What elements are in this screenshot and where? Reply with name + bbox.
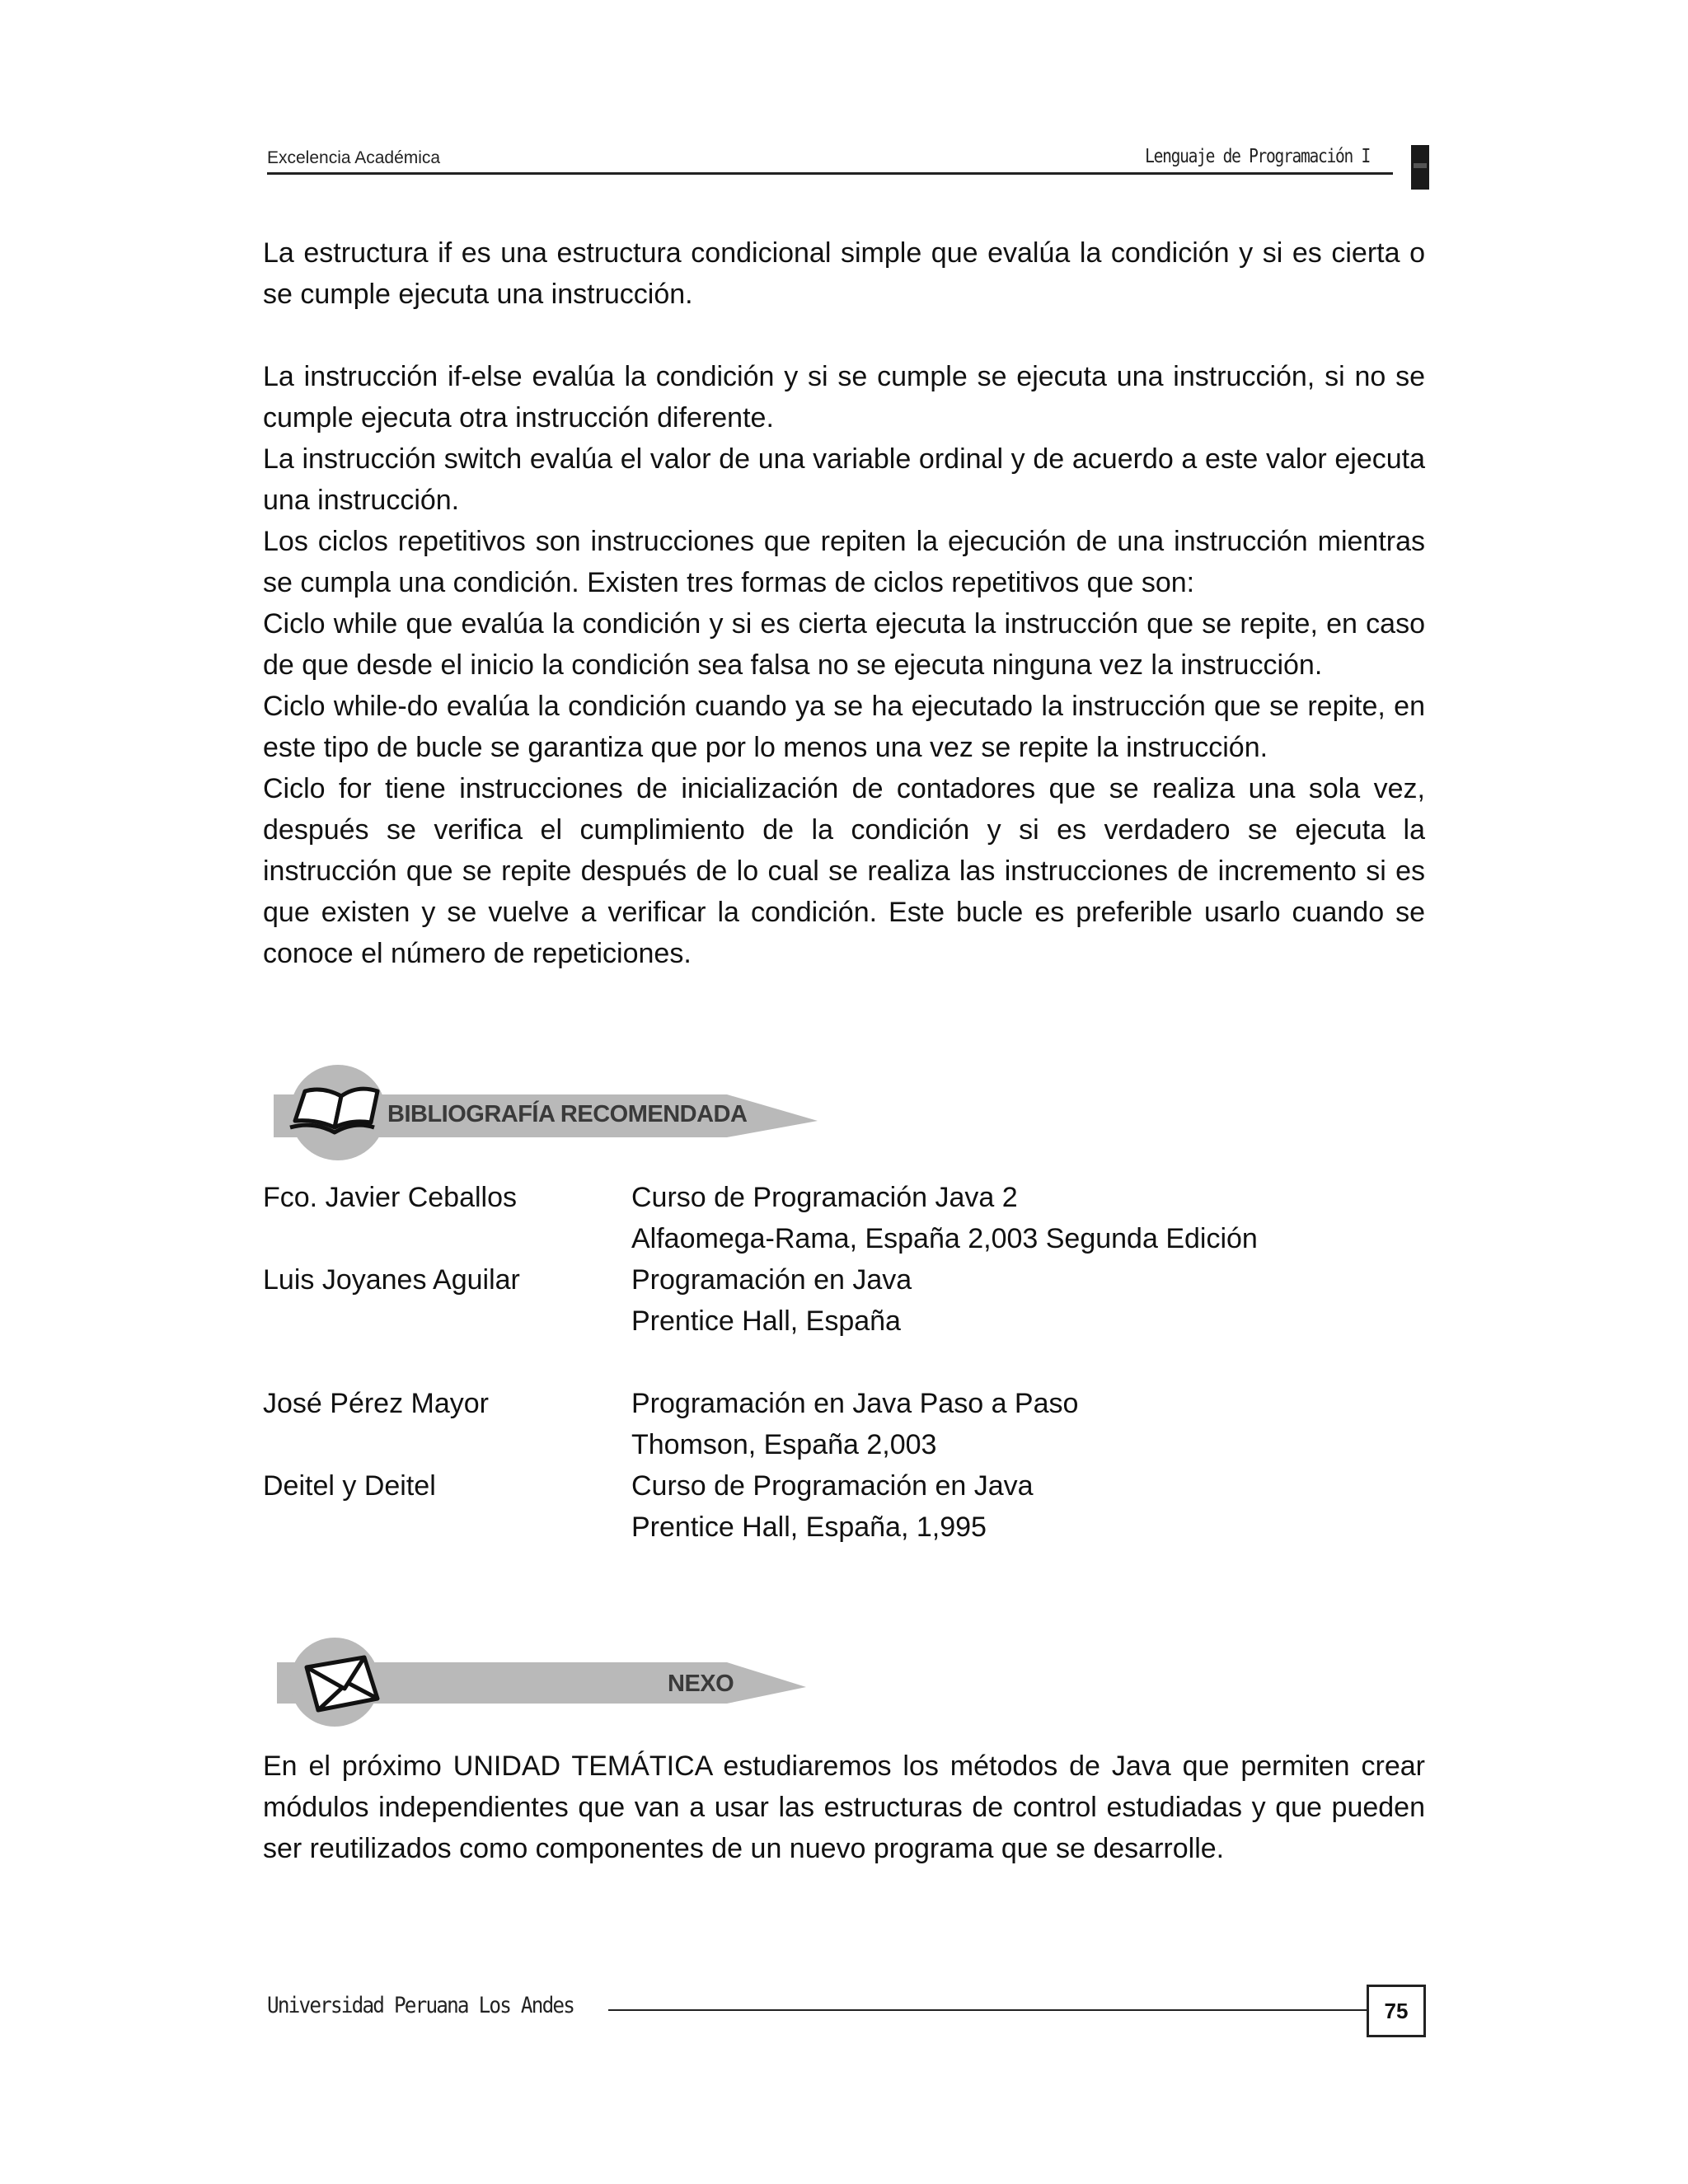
nexo-heading: NEXO — [668, 1671, 734, 1697]
paragraph-for: Ciclo for tiene instrucciones de inicialización de contadores que se realiza una sola vez, después se verifica el cumplimiento de la condición y si es verdadero se ejecuta la instrucción que se repite después de lo cual se realiza las instrucciones de incremento si es que existen y se vuelve a verificar la condición. Este bucle es preferible usarlo cuando se conoce el número de repeticiones. — [263, 773, 1425, 969]
bibliography-entry — [263, 1259, 1425, 1342]
bibliography-entry — [263, 1177, 1425, 1259]
bibliography-heading: BIBLIOGRAFÍA RECOMENDADA — [387, 1101, 748, 1127]
bibliography-title: Programación en Java — [631, 1264, 912, 1296]
bibliography-list — [263, 1177, 1425, 1548]
bibliography-publisher: Prentice Hall, España, 1,995 — [631, 1511, 987, 1543]
paragraph-switch: La instrucción switch evalúa el valor de una variable ordinal y de acuerdo a este valor ejecuta una instrucción. — [263, 443, 1425, 516]
paragraph-while: Ciclo while que evalúa la condición y si es cierta ejecuta la instrucción que se repite, en caso de que desde el inicio la condición sea falsa no se ejecuta ninguna vez la instrucción. — [263, 608, 1425, 681]
paragraph-while-do: Ciclo while-do evalúa la condición cuando ya se ha ejecutado la instrucción que se repite, en este tipo de bucle se garantiza que por lo menos una vez se repite la instrucción. — [263, 691, 1425, 763]
bibliography-author: Luis Joyanes Aguilar — [263, 1264, 520, 1296]
header-right-title: Lenguaje de Programación I — [1145, 146, 1370, 167]
envelope-icon — [307, 1657, 377, 1710]
bibliography-author: Deitel y Deitel — [263, 1470, 436, 1502]
bibliography-entry — [263, 1383, 1425, 1465]
header-left-title: Excelencia Académica — [267, 148, 441, 167]
bibliography-publisher: Prentice Hall, España — [631, 1305, 901, 1337]
bibliography-title: Curso de Programación en Java — [631, 1470, 1034, 1502]
footer-rule — [608, 2009, 1367, 2011]
header-tab-marker — [1411, 145, 1429, 190]
bibliography-title: Curso de Programación Java 2 — [631, 1182, 1018, 1213]
bibliography-spacer — [263, 1342, 1425, 1383]
bibliography-publisher: Thomson, España 2,003 — [631, 1429, 937, 1460]
paragraph-if-else: La instrucción if-else evalúa la condición y si se cumple se ejecuta una instrucción, si no se cumple ejecuta otra instrucción diferente. — [263, 361, 1425, 434]
footer-institution: Universidad Peruana Los Andes — [267, 1993, 574, 2018]
bibliography-title: Programación en Java Paso a Paso — [631, 1388, 1079, 1419]
header-rule — [267, 172, 1393, 175]
paragraph-if: La estructura if es una estructura condicional simple que evalúa la condición y si es cierta o se cumple ejecuta una instrucción. — [263, 237, 1425, 310]
page-number: 75 — [1367, 1985, 1426, 2037]
nexo-banner-graphic — [265, 1636, 818, 1735]
paragraph-loops: Los ciclos repetitivos son instrucciones que repiten la ejecución de una instrucción mientras se cumpla una condición. Existen tres formas de ciclos repetitivos que son: — [263, 526, 1425, 598]
open-book-icon — [290, 1089, 377, 1132]
body-text — [263, 232, 1425, 974]
nexo-text — [263, 1746, 1425, 1869]
bibliography-author: Fco. Javier Ceballos — [263, 1182, 518, 1213]
nexo-banner — [265, 1636, 818, 1735]
bibliography-publisher: Alfaomega-Rama, España 2,003 Segunda Edición — [631, 1223, 1258, 1254]
nexo-paragraph: En el próximo UNIDAD TEMÁTICA estudiaremos los métodos de Java que permiten crear módulos independientes que van a usar las estructuras de control estudiadas y que pueden ser reutilizados como componentes de un nuevo programa que se desarrolle. — [263, 1750, 1425, 1864]
bibliography-entry — [263, 1465, 1425, 1548]
bibliography-banner — [265, 1063, 826, 1162]
bibliography-author: José Pérez Mayor — [263, 1388, 489, 1419]
